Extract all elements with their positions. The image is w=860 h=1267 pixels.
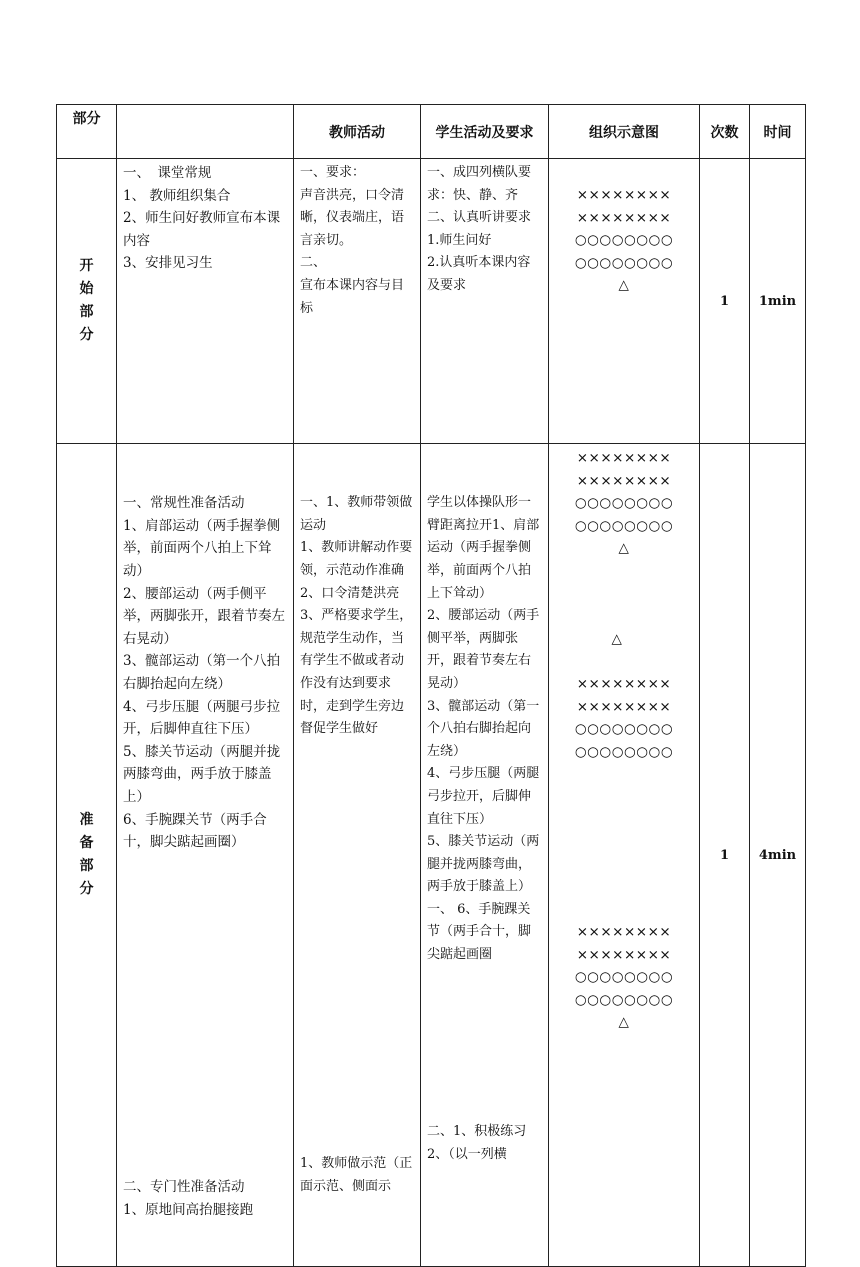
header-teacher: 教师活动 xyxy=(294,105,421,159)
student-prep-general: 学生以体操队形一臂距离拉开1、肩部运动（两手握拳侧举，前面两个八拍上下耸动） 2、腰部运动（两手侧平举，两脚张开，跟着节奏左右晃动） 3、髋部运动（第一个八拍右脚抬起向左绕） 4、弓步压腿（两腿弓步拉开，后脚伸直往下压） 5、膝关节运动（两腿并拢两膝弯曲，两手放于膝盖上） 一、 6、手腕踝关节（两手合十，脚尖踮起画圈 xyxy=(427,495,540,963)
header-times: 次数 xyxy=(700,105,750,159)
header-content xyxy=(117,105,294,159)
content-prep xyxy=(117,444,294,1267)
diagram-line: ×××××××× xyxy=(576,676,672,692)
times-prep: 1 xyxy=(700,444,750,1267)
diagram-line: ○○○○○○○○ xyxy=(574,232,674,248)
header-student: 学生活动及要求 xyxy=(421,105,549,159)
content-start: 一、 课堂常规 1、 教师组织集合 2、师生问好教师宣布本课内容 3、安排见习生 xyxy=(117,159,294,444)
diagram-line: ○○○○○○○○ xyxy=(574,969,674,985)
duration-prep: 4min xyxy=(750,444,806,1267)
diagram-line: ×××××××× xyxy=(576,946,672,963)
table-row-start xyxy=(57,159,806,444)
section-prep: 准 备 部 分 xyxy=(57,444,117,1267)
diagram-teacher: △ xyxy=(618,540,630,556)
content-prep-special: 二、专门性准备活动 1、原地间高抬腿接跑 xyxy=(123,1179,254,1218)
student-prep xyxy=(421,444,549,1267)
diagram-teacher: △ xyxy=(618,277,630,293)
header-diagram: 组织示意图 xyxy=(549,105,700,159)
diagram-prep xyxy=(549,444,700,1267)
times-start: 1 xyxy=(700,159,750,444)
header-section: 部分 xyxy=(57,105,117,159)
diagram-line: ○○○○○○○○ xyxy=(574,743,674,760)
diagram-line: ×××××××× xyxy=(576,450,672,466)
section-start: 开 始 部 分 xyxy=(57,159,117,444)
header-duration: 时间 xyxy=(750,105,806,159)
diagram-teacher: △ xyxy=(611,630,623,647)
diagram-line: ×××××××× xyxy=(576,924,672,940)
diagram-line: ×××××××× xyxy=(576,698,672,715)
header-row xyxy=(57,105,806,159)
diagram-line: ○○○○○○○○ xyxy=(574,517,674,534)
diagram-line: ○○○○○○○○ xyxy=(574,254,674,271)
diagram-line: ○○○○○○○○ xyxy=(574,495,674,511)
diagram-line: ○○○○○○○○ xyxy=(574,721,674,737)
content-prep-general: 一、常规性准备活动 1、肩部运动（两手握拳侧举，前面两个八拍上下耸动） 2、腰部运动（两手侧平举，两脚张开，跟着节奏左右晃动） 3、髋部运动（第一个八拍右脚抬起向左绕） 4、弓步压腿（两腿弓步拉开，后脚伸直往下压） 5、膝关节运动（两腿并拢两膝弯曲，两手放于膝盖上） 6、手腕踝关节（两手合十，脚尖踮起画圈） xyxy=(123,495,285,851)
lesson-plan-table xyxy=(56,104,806,1267)
duration-start: 1min xyxy=(750,159,806,444)
diagram-line: ×××××××× xyxy=(576,472,672,489)
diagram-teacher: △ xyxy=(618,1014,630,1030)
diagram-line: ×××××××× xyxy=(576,187,672,203)
teacher-prep-general: 一、1、教师带领做运动 1、教师讲解动作要领，示范动作准确 2、口令清楚洪亮 3、严格要求学生，规范学生动作，当有学生不做或者动作没有达到要求时，走到学生旁边督促学生做好 xyxy=(300,495,413,737)
diagram-start xyxy=(549,159,700,444)
teacher-prep xyxy=(294,444,421,1267)
table-row-prep xyxy=(57,444,806,1267)
student-prep-special: 二、1、积极练习 2、（以一列横 xyxy=(427,1124,527,1162)
student-start: 一、成四列横队要求：快、静、齐 二、认真听讲要求 1.师生问好 2.认真听本课内容及要求 xyxy=(421,159,549,444)
diagram-line: ×××××××× xyxy=(576,209,672,226)
diagram-line: ○○○○○○○○ xyxy=(574,991,674,1008)
teacher-prep-special: 1、教师做示范（正面示范、侧面示 xyxy=(300,1156,413,1194)
teacher-start: 一、要求： 声音洪亮，口令清晰，仪表端庄，语言亲切。 二、 宣布本课内容与目标 xyxy=(294,159,421,444)
